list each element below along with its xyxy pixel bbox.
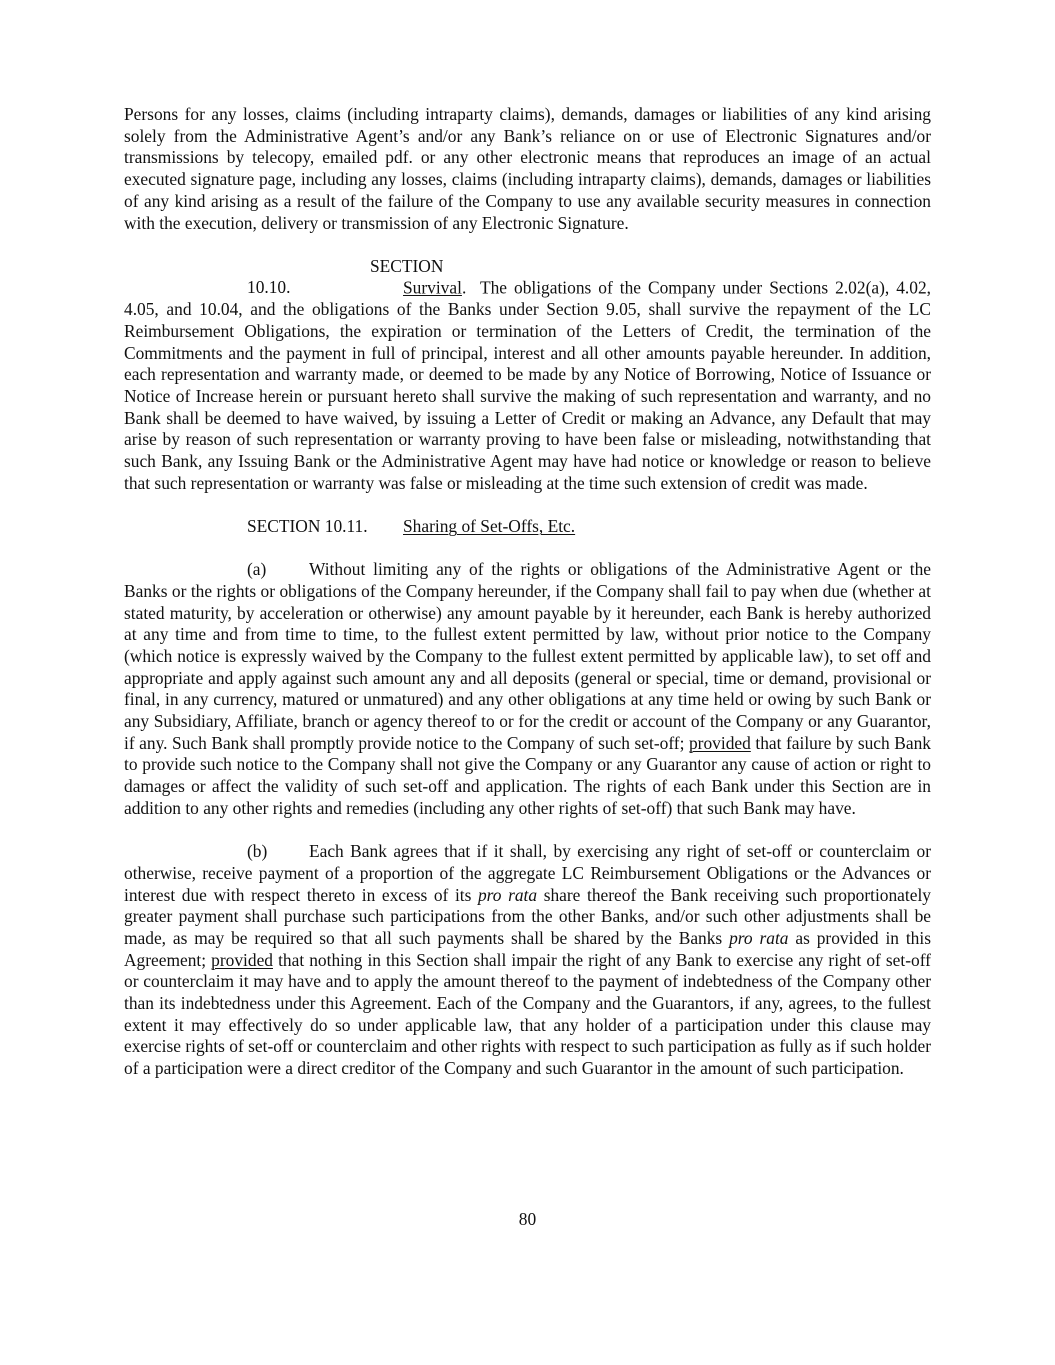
section-10-10-title: Survival <box>403 277 462 298</box>
section-10-11-heading <box>124 516 931 538</box>
pro-rata-term: pro rata <box>477 884 538 905</box>
continuation-paragraph: Persons for any losses, claims (including intraparty claims), demands, damages or liabilities of any kind arising solely from the Administrative Agent’s and/or any Bank’s reliance on or use of Electronic Signatures and/or transmissions by telecopy, emailed pdf. or any other electronic means that reproduces an image of an actual executed signature page, including any losses, claims (including intraparty claims), demands, damages or liabilities of any kind arising as a result of the failure of the Company to use any available security measures in connection with the execution, delivery or transmission of any Electronic Signature. <box>124 104 931 233</box>
section-10-11-number: SECTION 10.11. <box>247 515 368 536</box>
document-page <box>124 104 931 1101</box>
paragraph-a: (a) Without limiting any of the rights or obligations of the Administrative Agent or the Banks or the rights or obligations of the Company hereunder, if the Company shall fail to pay when due (whether at stated maturity, by acceleration or otherwise) any amount payable by it hereunder, each Bank is hereby authorized at any time and from time to time, to the fullest extent permitted by law, without prior notice to the Company (which notice is expressly waived by the Company to the fullest extent permitted by applicable law), to set off and appropriate and apply against such amount any and all deposits (general or special, time or demand, provisional or final, in any currency, matured or unmatured) and any other obligations at any time held or owing by such Bank or any Subsidiary, Affiliate, branch or agency thereof to or for the credit or account of the Company or any Guarantor, if any. Such Bank shall promptly provide notice to the Company of such set-off; provided that failure by such Bank to provide such notice to the Company shall not give the Company or any Guarantor any cause of action or right to damages or affect the validity of such set-off and application. The rights of each Bank under this Section are in addition to any other rights and remedies (including any other rights of set-off) that such Bank may have. <box>124 559 931 818</box>
section-10-10-number: SECTION 10.10. <box>247 255 444 298</box>
page-number: 80 <box>518 1209 537 1229</box>
paragraph-b: (b) Each Bank agrees that if it shall, by exercising any right of set-off or counterclaim or otherwise, receive payment of a proportion of the aggregate LC Reimbursement Obligations or the Advances or interest due with respect thereto in excess of its pro rata share thereof the Bank receiving such proportionately greater payment shall purchase such participations from the other Banks, and/or such other adjustments shall be made, as may be required so that all such payments shall be shared by the Banks pro rata as provided in this Agreement; provided that nothing in this Section shall impair the right of any Bank to exercise any right of set-off or counterclaim it may have and to apply the amount thereof to the payment of indebtedness of the Company other than its indebtedness under this Agreement. Each of the Company and the Guarantors, if any, agrees, to the fullest extent it may effectively do so under applicable law, that any holder of a participation under this clause may exercise rights of set-off or counterclaim and other rights with respect to such participation as fully as if such holder of a participation were a direct creditor of the Company and such Guarantor in the amount of such participation. <box>124 841 931 1079</box>
section-10-11-title: Sharing of Set-Offs, Etc. <box>403 515 576 536</box>
provided-term: provided <box>211 949 273 970</box>
section-10-10: SECTION 10.10. Survival. The obligations of the Company under Sections 2.02(a), 4.02, 4.05, and 10.04, and the obligations of the Banks under Section 9.05, shall survive the repayment of the LC Reimbursement Obligations, the expiration or termination of the Letters of Credit, the termination of the Commitments and the payment in full of principal, interest and all other amounts payable hereunder. In addition, each representation and warranty made, or deemed to be made by any Notice of Borrowing, Notice of Issuance or Notice of Increase herein or pursuant hereto shall survive the making of such representation and warranty, and no Bank shall be deemed to have waived, by issuing a Letter of Credit or making an Advance, any Default that may arise by reason of such representation or warranty proving to have been false or misleading, notwithstanding that such Bank, any Issuing Bank or the Administrative Agent may have had notice or knowledge or reason to believe that such representation or warranty was false or misleading at the time such extension of credit was made. <box>124 255 931 493</box>
paragraph-b-label: (b) <box>247 841 268 862</box>
pro-rata-term: pro rata <box>729 927 789 948</box>
provided-term: provided <box>688 732 751 753</box>
paragraph-a-label: (a) <box>247 559 267 580</box>
section-10-10-body: The obligations of the Company under Sections 2.02(a), 4.02, 4.05, and 10.04, and the obligations of the Banks under Section 9.05, shall survive the repayment of the LC Reimbursement Obligations, the expiration or termination of the Letters of Credit, the termination of the Commitments and the payment in full of principal, interest and all other amounts payable hereunder. In addition, each representation and warranty made, or deemed to be made by any Notice of Borrowing, Notice of Issuance or Notice of Increase herein or pursuant hereto shall survive the making of such representation and warranty, and no Bank shall be deemed to have waived, by issuing a Letter of Credit or making an Advance, any Default that may arise by reason of such representation or warranty proving to have been false or misleading, notwithstanding that such Bank, any Issuing Bank or the Administrative Agent may have had notice or knowledge or reason to believe that such representation or warranty was false or misleading at the time such extension of credit was made. <box>124 277 931 493</box>
